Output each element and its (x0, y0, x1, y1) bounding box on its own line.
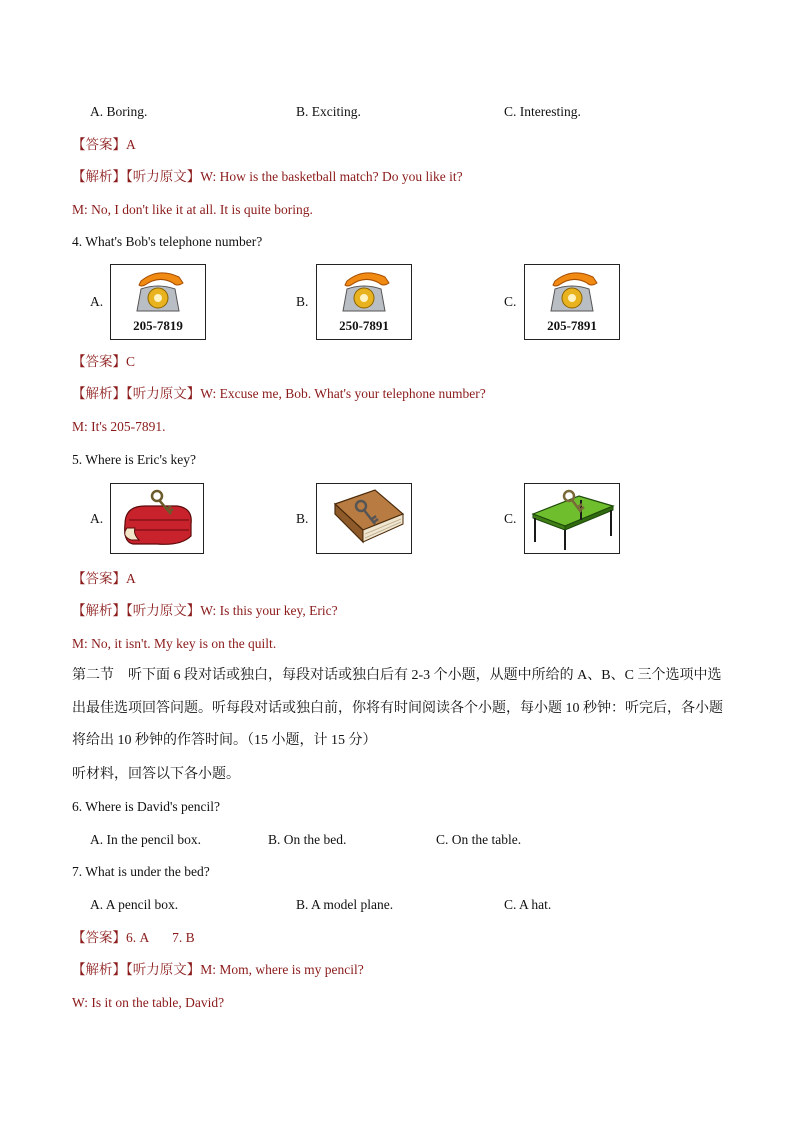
q4-label-c: C. (504, 294, 517, 309)
q3-transcript-line: M: No, I don't like it at all. It is quite boring. (72, 202, 313, 217)
q7-option-a: A. A pencil box. (90, 897, 179, 912)
q3-option-a: A. Boring. (90, 104, 148, 119)
q6-option-c: C. On the table. (436, 832, 522, 847)
telephone-option-a (110, 264, 206, 340)
q4-question: 4. What's Bob's telephone number? (72, 234, 263, 249)
q7-question: 7. What is under the bed? (72, 864, 210, 879)
q4-label-b: B. (296, 294, 309, 309)
q4-analysis: 【解析】【听力原文】W: Excuse me, Bob. What's your telephone number? (72, 386, 486, 401)
q3-option-b: B. Exciting. (296, 104, 361, 119)
telephone-icon (111, 265, 205, 321)
q6-7-analysis: 【解析】【听力原文】M: Mom, where is my pencil? (72, 962, 364, 977)
q5-analysis: 【解析】【听力原文】W: Is this your key, Eric? (72, 603, 338, 618)
q7-option-b: B. A model plane. (296, 897, 394, 912)
q3-analysis: 【解析】【听力原文】W: How is the basketball match? Do you like it? (72, 169, 463, 184)
q6-option-a: A. In the pencil box. (90, 832, 201, 847)
book-with-key-icon (316, 483, 412, 554)
q6-7-answer: 【答案】6. A 7. B (72, 930, 195, 945)
phone-number-b: 250-7891 (339, 318, 389, 333)
quilt-with-key-icon (110, 483, 204, 554)
q5-label-a: A. (90, 511, 104, 526)
q3-option-c: C. Interesting. (504, 104, 581, 119)
phone-number-a: 205-7819 (133, 318, 183, 333)
phone-number-c: 205-7891 (547, 318, 597, 333)
q7-option-c: C. A hat. (504, 897, 552, 912)
section-2-instructions: 第二节 听下面 6 段对话或独白，每段对话或独白后有 2-3 个小题，从题中所给的 A、B、C 三个选项中选出最佳选项回答问题。听每段对话或独白前，你将有时间阅读各个小题，每小题 10 秒钟：听完后，各小题将给出 10 秒钟的作答时间。（15 小题，计 15 分） (72, 668, 723, 748)
q5-transcript-line: M: No, it isn't. My key is on the quilt. (72, 636, 277, 651)
q4-label-a: A. (90, 294, 104, 309)
q3-answer: 【答案】A (72, 137, 136, 152)
q6-question: 6. Where is David's pencil? (72, 799, 221, 814)
telephone-option-b (316, 264, 412, 340)
q6-7-transcript-line: W: Is it on the table, David? (72, 995, 225, 1010)
q5-label-b: B. (296, 511, 309, 526)
q6-option-b: B. On the bed. (268, 832, 347, 847)
telephone-icon (525, 265, 619, 321)
listen-note: 听材料，回答以下各小题。 (72, 767, 240, 782)
telephone-icon (317, 265, 411, 321)
q4-answer: 【答案】C (72, 354, 136, 369)
telephone-option-c (524, 264, 620, 340)
q5-answer: 【答案】A (72, 571, 136, 586)
q5-question: 5. Where is Eric's key? (72, 452, 197, 467)
q5-label-c: C. (504, 511, 517, 526)
q4-transcript-line: M: It's 205-7891. (72, 419, 166, 434)
table-with-key-icon (524, 483, 620, 554)
